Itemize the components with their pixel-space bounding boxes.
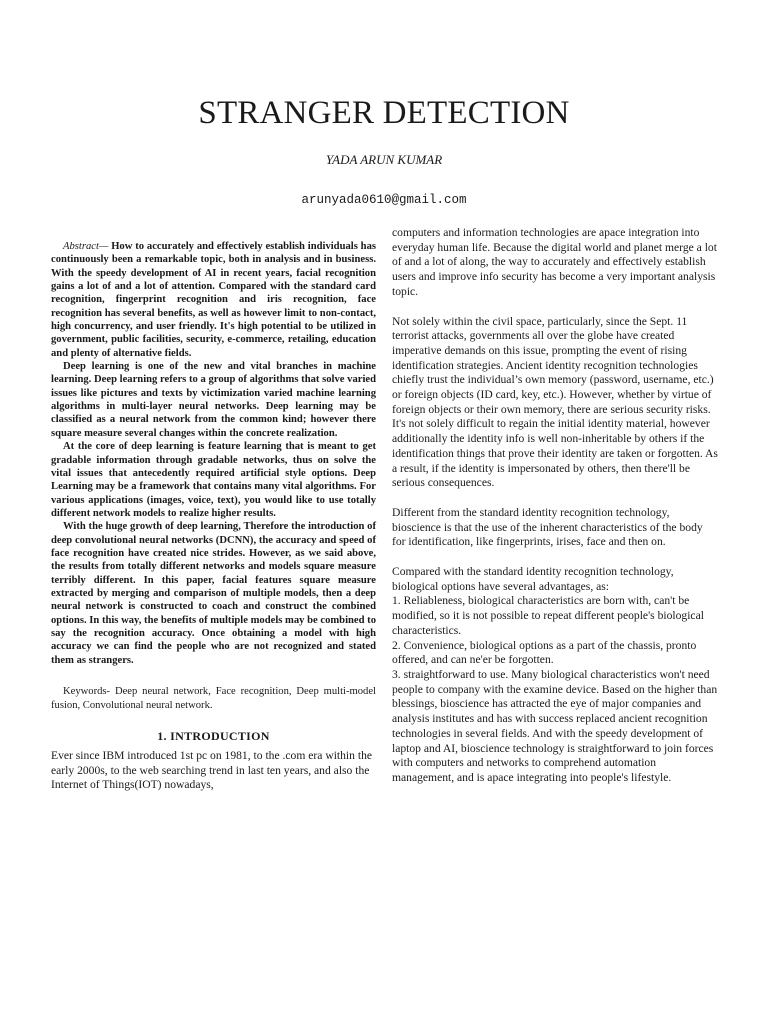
section-heading-introduction: 1. INTRODUCTION [157, 729, 270, 743]
right-column [392, 226, 718, 786]
author-email: arunyada0610@gmail.com [301, 193, 467, 207]
abstract-text-1: How to accurately and effectively establish individuals has continuously been a remarkable topic, both in analysis and in business. With the speedy development of AI in recent years, facial recognition gains a lot of and a lot of attention. Compared with the standard card recognition, fingerprint recognition and iris recognition, face recognition has several benefits, as well as however limit to non-contact, high concurrency, and user friendly. It's high potential to be utilized in government, public facilities, security, e-commerce, retailing, education and plenty of alternative fields. [51, 241, 376, 359]
author-name: YADA ARUN KUMAR [325, 152, 443, 167]
abstract-paragraph-4: With the huge growth of deep learning, Therefore the introduction of deep convolutional neural networks (DCNN), the accuracy and speed of face recognition have created nice strides. However, as we said above, the results from totally different networks and models square measure terribly different. In this paper, facial features square measure extracted by merging and comparison of multiple models, then a deep neural network is constructed to coach and construct the combined options. In this way, the benefits of multiple models may be combined to say the recognition accuracy. Once obtaining a model with high accuracy we can find the people who are not recognized and stated them as strangers. [51, 521, 376, 666]
body-paragraph-2: Not solely within the civil space, particularly, since the Sept. 11 terrorist attacks, governments all over the globe have created imperative demands on this issue, prompting the event of rising identification strategies. Ancient identity recognition technologies chiefly trust the individual’s own memory (password, username, etc.) or foreign objects (ID card, key, etc.). However, whether by virtue of foreign objects or their own memory, there are serious security risks. It's not solely difficult to regain the initial identity material, however additionally the identity info is well non-inheritable by others if the identification things that prove their identity are taken or forgotten. As a result, if the identity is impersonated by others, then there'll be serious consequences. [392, 314, 718, 490]
introduction-paragraph: Ever since IBM introduced 1st pc on 1981, to the .com era within the early 2000s, to the web searching trend in last ten years, and also the Internet of Things(IOT) nowadays, [51, 749, 373, 792]
body-paragraph-1: computers and information technologies are apace integration into everyday human life. Because the digital world and planet merge a lot of and a lot of along, the way to accurately and effectively establish users and improve info security has become a very important analysis topic. [392, 226, 717, 298]
abstract-paragraph-1 [51, 240, 376, 360]
abstract-paragraph-3: At the core of deep learning is feature learning that is meant to get gradable information through gradable networks, thus on solve the vital issues that antecedently required artificial style options. Deep Learning may be a framework that contains many vital algorithms. For various applications (images, voice, text), you would like to use totally different network models to realize higher results. [51, 441, 376, 519]
advantage-item-3: 3. straightforward to use. Many biological characteristics won't need people to company with the examine device. Based on the higher than blessings, bioscience has attracted the eye of major companies and analysis institutes and has with success replaced ancient recognition technologies in several fields. And with the speedy development of laptop and AI, bioscience technology is straightforward to join forces with computers and networks to comprehend automation management, and is apace integrating into people's lifestyle. [392, 667, 718, 784]
paper-title: STRANGER DETECTION [198, 95, 570, 131]
advantage-item-2: 2. Convenience, biological options as a part of the chassis, pronto offered, and can ne'er be forgotten. [392, 638, 697, 667]
advantage-item-1: 1. Reliableness, biological characteristics are born with, can't be modified, so it is not possible to repeat different people's biological characteristics. [392, 594, 704, 637]
abstract-label: Abstract— [63, 241, 109, 252]
keywords: Keywords- Deep neural network, Face recognition, Deep multi-model fusion, Convolutional neural network. [51, 686, 376, 711]
body-paragraph-3: Different from the standard identity recognition technology, bioscience is that the use of the inherent characteristics of the body for identification, like fingerprints, irises, face and then on. [392, 505, 703, 549]
left-column [51, 240, 376, 793]
advantages-intro: Compared with the standard identity recognition technology, biological options have several advantages, as: [392, 565, 674, 593]
abstract-paragraph-2: Deep learning is one of the new and vital branches in machine learning. Deep learning refers to a group of algorithms that solve varied issues like pictures and texts by victimization varied machine learning algorithms in multi-layer neural networks. Deep learning may be classified as a neural network from the common kind; however there square measure several changes within the concrete realization. [51, 361, 376, 439]
